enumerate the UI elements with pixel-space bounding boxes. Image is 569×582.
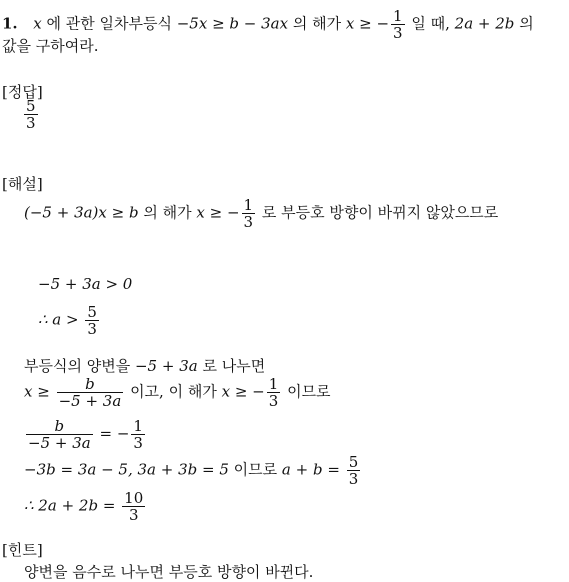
variable-x: x — [33, 14, 42, 33]
problem-text: 에 관한 일차부등식 — [46, 14, 172, 33]
solution-expr: x ≥ − — [345, 14, 390, 33]
hint-text: 양변을 음수로 나누면 부등호 방향이 바뀐다. — [24, 563, 314, 581]
fraction: $\frac{b}{-5 + 3a}$ — [58, 375, 122, 410]
answer-label: [정답] — [2, 83, 43, 101]
explanation-line-6: $\frac{b}{-5 + 3a}$ = − $\frac{1}{3}$ — [28, 417, 143, 452]
problem-text: 의 — [519, 14, 534, 33]
fraction: $\frac{1}{3}$ — [243, 196, 254, 231]
problem-line-2: 값을 구하여라. — [2, 37, 99, 55]
inequality: −5x ≥ b − 3ax — [176, 14, 289, 33]
fraction: $\frac{5}{3}$ — [348, 453, 359, 488]
fraction: $\frac{5}{3}$ — [87, 303, 97, 338]
problem-text: 일 때, — [411, 14, 450, 33]
fraction: $\frac{1}{3}$ — [393, 7, 403, 42]
fraction: $\frac{1}{3}$ — [133, 417, 143, 452]
answer-fraction: $\frac{5}{3}$ — [26, 97, 36, 132]
explanation-line-1: (−5 + 3a)x ≥ b 의 해가 x ≥ − $\frac{1}{3}$ 로 부등호 방향이 바뀌지 않았으므로 — [24, 196, 499, 231]
hint-label: [힌트] — [2, 541, 43, 559]
problem-text: 의 해가 — [292, 14, 342, 33]
explanation-line-5: x ≥ $\frac{b}{-5 + 3a}$ 이고, 이 해가 x ≥ − $\frac{1}{3}$ 이므로 — [24, 375, 331, 410]
explanation-line-2: −5 + 3a > 0 — [38, 275, 133, 293]
target-expr: 2a + 2b — [454, 14, 515, 33]
explanation-label: [해설] — [2, 175, 43, 193]
fraction: $\frac{b}{-5 + 3a}$ — [28, 417, 91, 452]
problem-number: 1. — [2, 14, 18, 33]
fraction: $\frac{1}{3}$ — [268, 375, 279, 410]
explanation-line-7: −3b = 3a − 5, 3a + 3b = 5 이므로 a + b = $\frac{5}{3}$ — [24, 453, 359, 488]
explanation-line-3: ∴ a > $\frac{5}{3}$ — [38, 303, 97, 338]
explanation-line-4: 부등식의 양변을 −5 + 3a 로 나누면 — [24, 357, 266, 375]
fraction: $\frac{10}{3}$ — [124, 489, 144, 524]
explanation-line-8: ∴ 2a + 2b = $\frac{10}{3}$ — [24, 489, 144, 524]
answer-value — [22, 98, 40, 131]
